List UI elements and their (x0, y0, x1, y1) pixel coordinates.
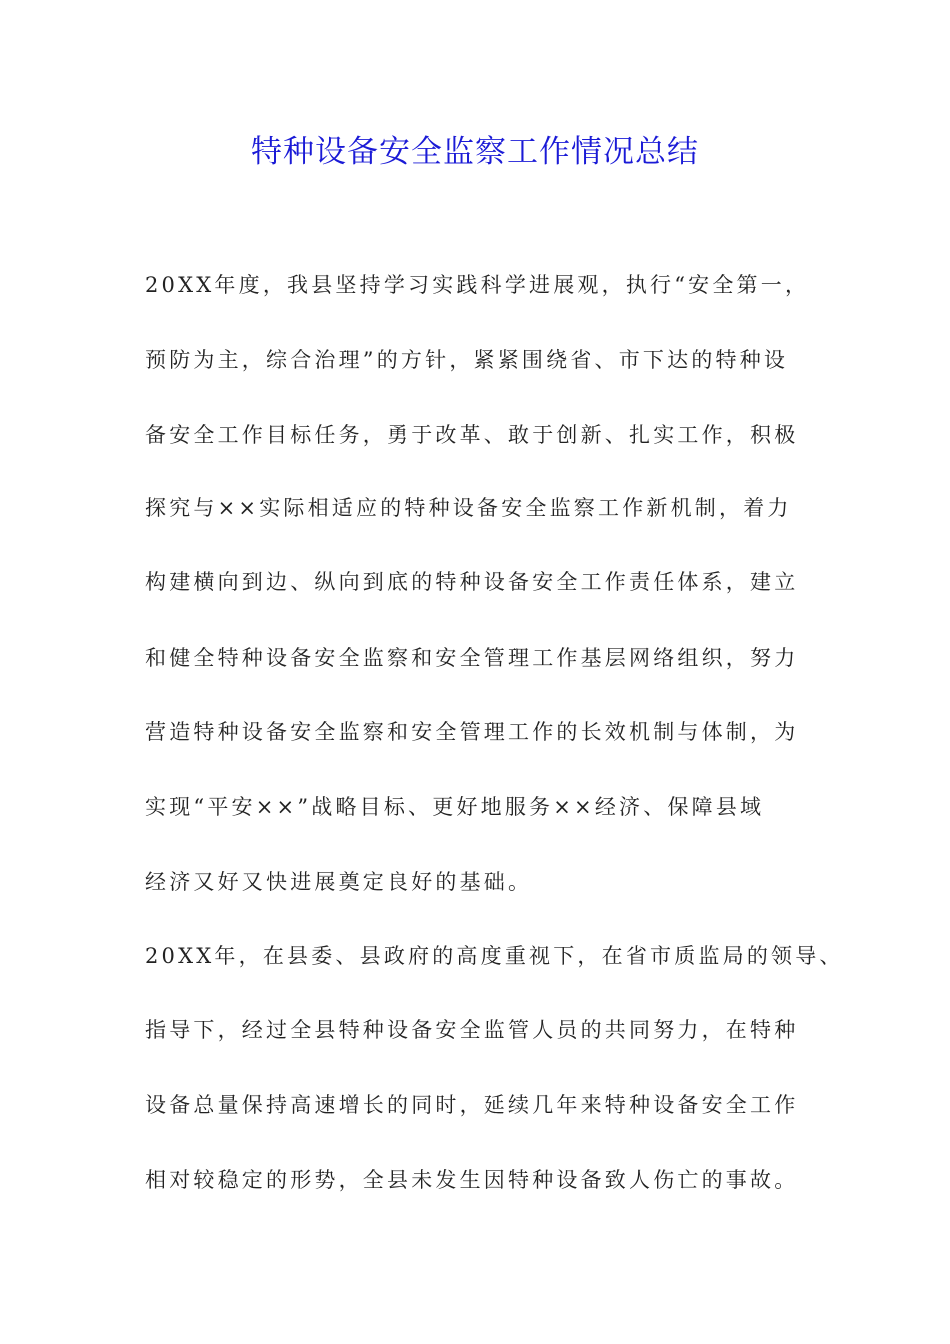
paragraph-line: 构建横向到边、纵向到底的特种设备安全工作责任体系，建立 (145, 570, 799, 594)
paragraph-line: 营造特种设备安全监察和安全管理工作的长效机制与体制，为 (145, 720, 799, 744)
document-title: 特种设备安全监察工作情况总结 (251, 134, 699, 170)
paragraph-line: 探究与××实际相适应的特种设备安全监察工作新机制，着力 (145, 496, 792, 520)
paragraph-line: 和健全特种设备安全监察和安全管理工作基层网络组织，努力 (145, 646, 799, 670)
paragraph-line: 设备总量保持高速增长的同时，延续几年来特种设备安全工作 (145, 1093, 799, 1117)
paragraph-line: 20XX年度，我县坚持学习实践科学进展观，执行“安全第一， (145, 273, 810, 297)
paragraph-line: 20XX年，在县委、县政府的高度重视下，在省市质监局的领导、 (145, 944, 844, 968)
paragraph-line: 指导下，经过全县特种设备安全监管人员的共同努力，在特种 (145, 1018, 799, 1042)
paragraph-line: 相对较稳定的形势，全县未发生因特种设备致人伤亡的事故。 (145, 1168, 799, 1192)
paragraph-line: 备安全工作目标任务，勇于改革、敢于创新、扎实工作，积极 (145, 423, 799, 447)
paragraph-line: 经济又好又快进展奠定良好的基础。 (145, 870, 533, 894)
paragraph-line: 实现“平安××”战略目标、更好地服务××经济、保障县域 (145, 795, 765, 819)
paragraph-line: 预防为主，综合治理”的方针，紧紧围绕省、市下达的特种设 (145, 348, 789, 372)
